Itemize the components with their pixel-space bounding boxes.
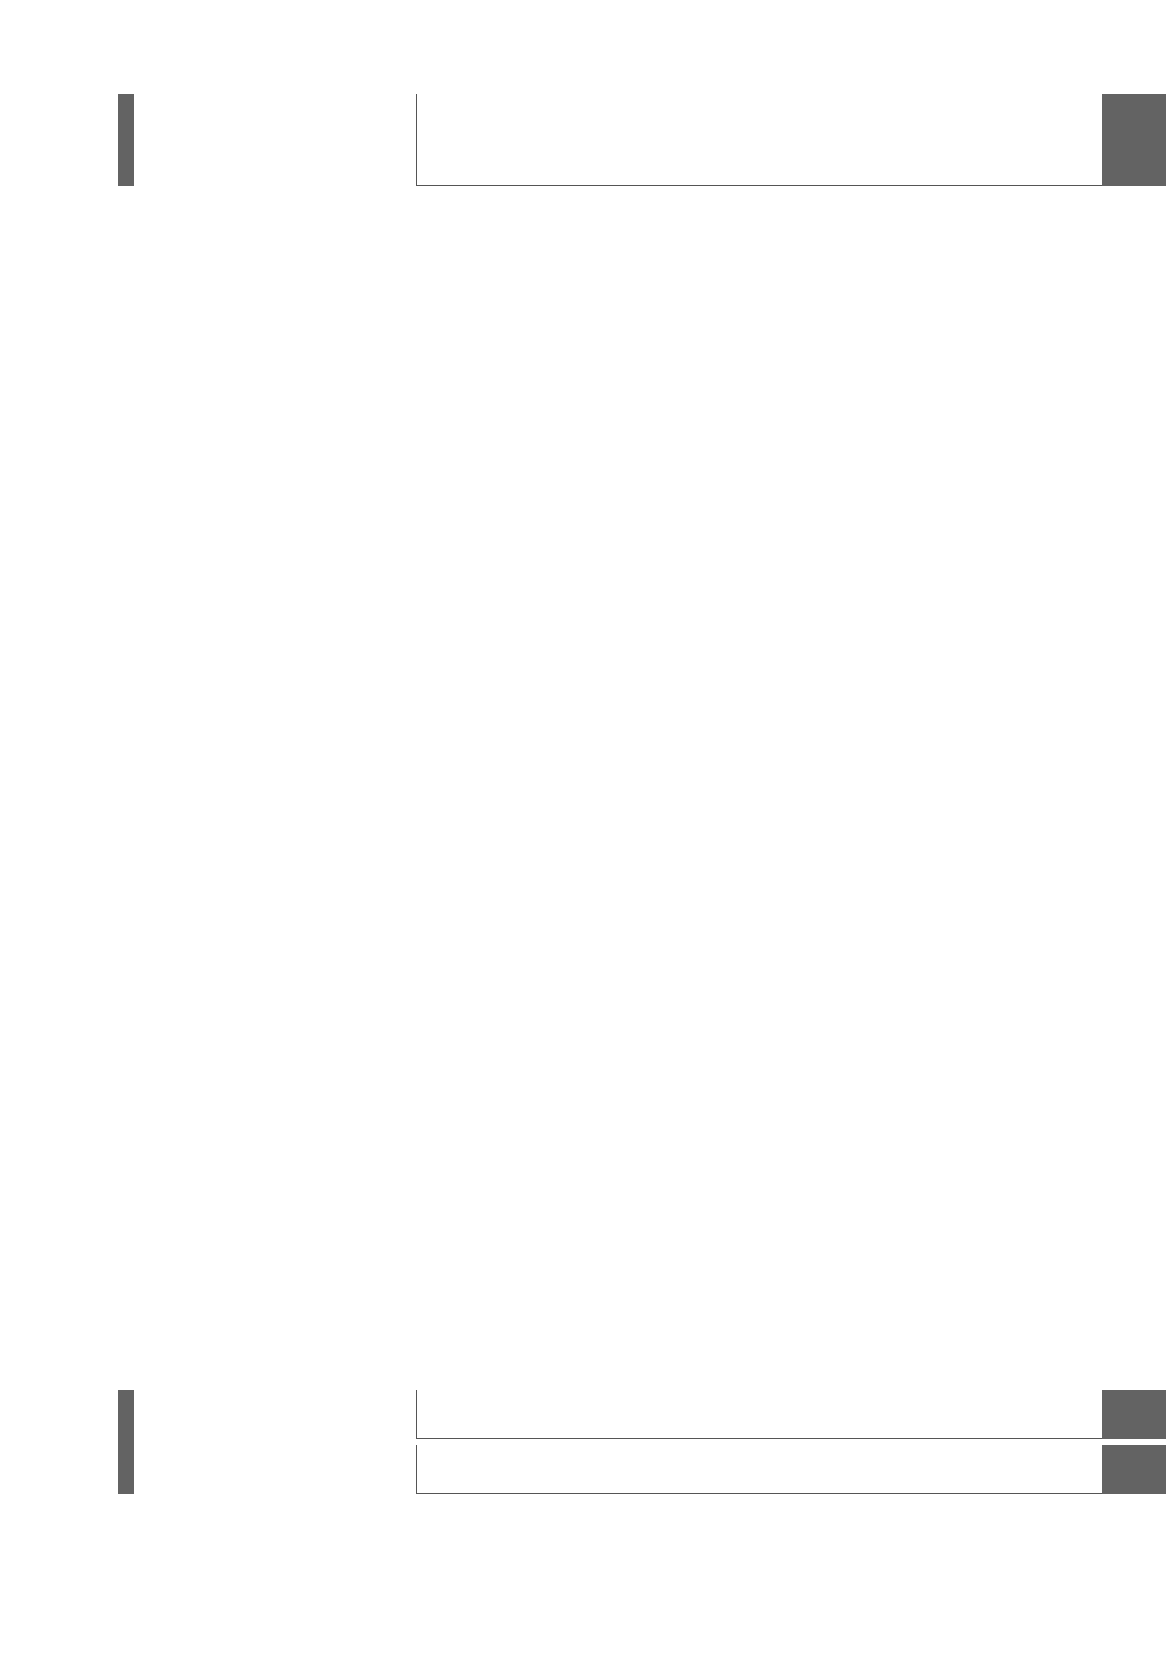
pictorial-index-section[interactable] [0,94,1166,186]
index-entry-symptom[interactable] [416,1390,1102,1439]
index-entry-alphabetical[interactable] [416,1445,1102,1494]
index-bar [118,1390,134,1494]
pictorial-index-tab[interactable] [1102,94,1166,186]
index-alphabetical-tab[interactable] [1102,1445,1166,1494]
pictorial-index-description-box [416,94,1102,186]
pictorial-index-bar [118,94,134,186]
index-symptom-tab[interactable] [1102,1390,1166,1439]
index-section [0,1390,1166,1494]
